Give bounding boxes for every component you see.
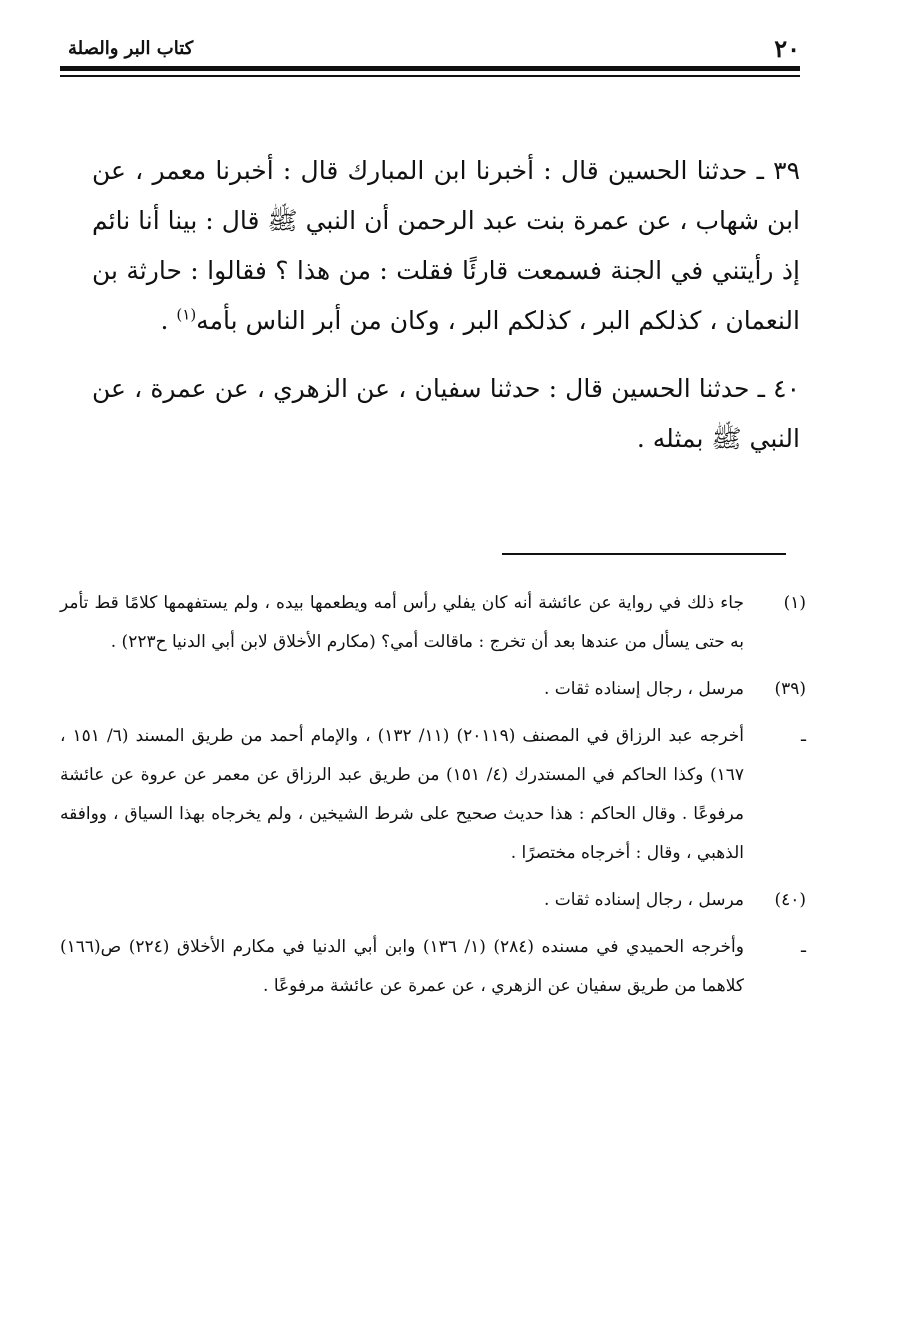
running-header: [60, 34, 800, 64]
hadith-39: [92, 146, 800, 346]
footnotes: [60, 584, 806, 1014]
note-text: جاء ذلك في رواية عن عائشة أنه كان يفلي رأس أمه ويطعمها بيده ، ولم يستفهمها كلامًا قط تأمر به حتى يسأل من عندها بعد أن تخرج : ماقالت أمي؟ (مكارم الأخلاق لابن أبي الدنيا ح٢٢٣) .: [60, 593, 744, 652]
note-text: مرسل ، رجال إسناده ثقات .: [543, 679, 744, 699]
note-40-takhrij: [60, 928, 806, 1006]
note-39: [60, 670, 806, 709]
note-text: وأخرجه الحميدي في مسنده (٢٨٤) (١/ ١٣٦) وابن أبي الدنيا في مكارم الأخلاق (٢٢٤) ص(١٦٦) كلاهما من طريق سفيان عن الزهري ، عن عمرة عن عائشة مرفوعًا .: [60, 937, 744, 996]
footnote-1: [60, 584, 806, 662]
footnote-separator: [502, 553, 786, 555]
note-mark: ـ: [801, 726, 806, 746]
note-mark: (٣٩): [774, 679, 806, 699]
hadith-tail: .: [160, 306, 177, 335]
footnote-reference[interactable]: (١): [176, 305, 197, 324]
note-mark: (٤٠): [774, 890, 806, 910]
note-39-takhrij: [60, 717, 806, 873]
hadith-40: [92, 364, 800, 464]
note-mark: (١): [783, 593, 806, 613]
book-title: كتاب البر والصلة: [68, 38, 194, 59]
note-text: مرسل ، رجال إسناده ثقات .: [543, 890, 744, 910]
note-mark: ـ: [801, 937, 806, 957]
note-text: أخرجه عبد الرزاق في المصنف (٢٠١١٩) (١١/ ١٣٢) ، والإمام أحمد من طريق المسند (٦/ ١٥١ ، ١٦٧) وكذا الحاكم في المستدرك (٤/ ١٥١) من طريق عبد الرزاق عن معمر عن عروة عن عائشة مرفوعًا . وقال الحاكم : هذا حديث صحيح على شرط الشيخين ، ولم يخرجاه بهذا السياق ، ووافقه الذهبي ، وقال : أخرجاه مختصرًا .: [60, 726, 744, 863]
hadith-text: ٤٠ ـ حدثنا الحسين قال : حدثنا سفيان ، عن الزهري ، عن عمرة ، عن النبي ﷺ بمثله .: [92, 374, 800, 453]
main-text: [92, 146, 800, 482]
hadith-text: ٣٩ ـ حدثنا الحسين قال : أخبرنا ابن المبارك قال : أخبرنا معمر ، عن ابن شهاب ، عن عمرة بنت عبد الرحمن أن النبي ﷺ قال : بينا أنا نائم إذ رأيتني في الجنة فسمعت قارئًا فقلت : من هذا ؟ فقالوا : حارثة بن النعمان ، كذلكم البر ، كذلكم البر ، وكان من أبر الناس بأمه: [92, 156, 800, 335]
note-40: [60, 881, 806, 920]
page-number: ٢٠: [774, 34, 800, 63]
header-rule-thick: [60, 66, 800, 71]
header-rule-thin: [60, 75, 800, 77]
